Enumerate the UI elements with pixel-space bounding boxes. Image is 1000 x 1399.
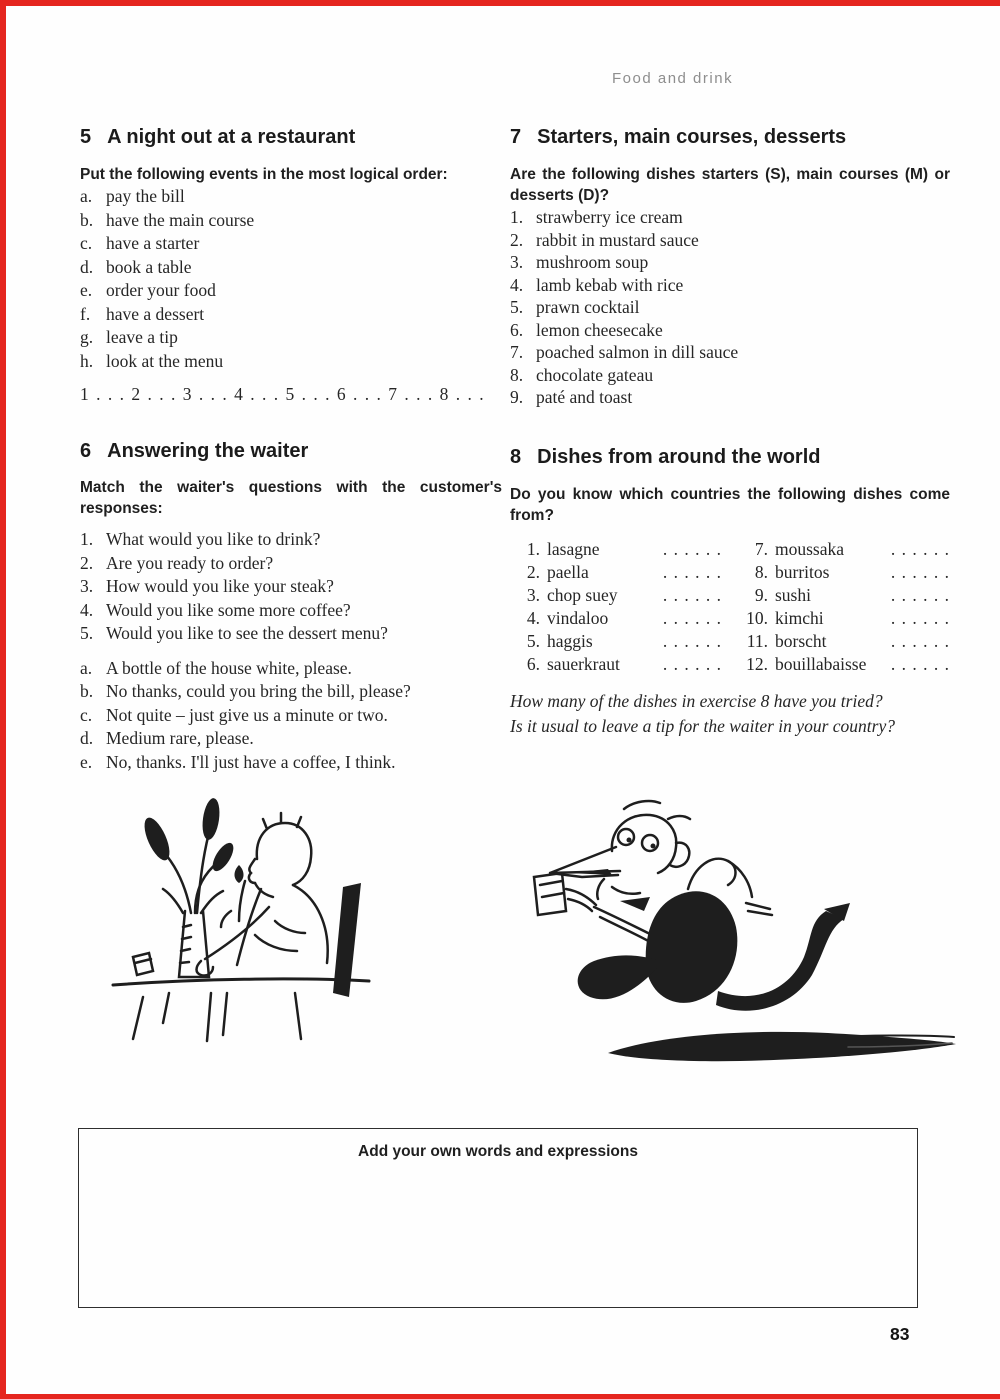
- page-number: 83: [890, 1324, 910, 1344]
- list-item: 1. strawberry ice cream: [510, 207, 683, 227]
- exercise-8-title: Dishes from around the world: [537, 446, 821, 468]
- exercise-6-title: Answering the waiter: [107, 440, 309, 462]
- exercise-8-heading: [510, 446, 950, 469]
- list-item: e. order your food: [80, 280, 216, 300]
- answer-blank: . . . . . .: [662, 585, 722, 605]
- list-item: e. No, thanks. I'll just have a coffee, I think.: [80, 751, 396, 772]
- followup-question-2: Is it usual to leave a tip for the waiter in your country?: [510, 716, 895, 736]
- dish-row: 4. vindaloo . . . . . .: [526, 608, 722, 628]
- exercise-7-instruction: Are the following dishes starters (S), main courses (M) or desserts (D)?: [510, 166, 950, 204]
- list-item: d. book a table: [80, 256, 192, 277]
- list-item: d. Medium rare, please.: [80, 728, 254, 748]
- dish-row: 3. chop suey . . . . . .: [526, 585, 722, 605]
- dish-row: 9. sushi . . . . . .: [754, 585, 950, 605]
- list-item: 3. How would you like your steak?: [80, 576, 334, 596]
- exercise-6-number: 6: [80, 440, 92, 462]
- exercise-7-number: 7: [510, 126, 522, 148]
- dish-column-right: [738, 538, 950, 676]
- running-header: Food and drink: [612, 70, 734, 87]
- dish-row: 5. haggis . . . . . .: [526, 631, 722, 651]
- list-item: 2. Are you ready to order?: [80, 552, 274, 573]
- answer-blank: . . . . . .: [890, 631, 950, 651]
- answer-blank: . . . . . .: [662, 631, 722, 651]
- dish-row: 12. bouillabaisse . . . . . .: [746, 654, 950, 674]
- diner-at-table-illustration: [105, 795, 405, 1065]
- list-item: a. A bottle of the house white, please.: [80, 657, 352, 678]
- exercise-6: [80, 440, 502, 774]
- list-item: c. have a starter: [80, 233, 200, 253]
- exercise-5-instruction: Put the following events in the most logical order:: [80, 166, 448, 183]
- exercise-6-responses: [80, 657, 502, 775]
- exercise-8: [510, 446, 950, 739]
- list-item: b. have the main course: [80, 209, 255, 230]
- answer-blank: . . . . . .: [890, 608, 950, 628]
- exercise-8-instruction: Do you know which countries the following dishes come from?: [510, 486, 950, 524]
- list-item: 5. prawn cocktail: [510, 297, 640, 317]
- dish-row: 10. kimchi . . . . . .: [746, 608, 950, 628]
- own-words-box: [78, 1128, 918, 1308]
- answer-blank: . . . . . .: [662, 654, 722, 674]
- dish-row: 2. paella . . . . . .: [526, 562, 722, 582]
- followup-question-1: How many of the dishes in exercise 8 have you tried?: [510, 691, 883, 711]
- answer-blank: . . . . . .: [890, 562, 950, 582]
- exercise-5-answer-line: 1 . . . 2 . . . 3 . . . 4 . . . 5 . . . 6 . . . 7 . . . 8 . . .: [80, 384, 486, 404]
- exercise-6-instruction: Match the waiter's questions with the customer's responses:: [80, 479, 502, 517]
- exercise-5-heading: [80, 126, 492, 149]
- list-item: 2. rabbit in mustard sauce: [510, 229, 699, 250]
- answer-blank: . . . . . .: [662, 539, 722, 559]
- exercise-8-number: 8: [510, 446, 522, 468]
- exercise-6-heading: [80, 440, 502, 463]
- page-edge-left: [0, 0, 6, 1399]
- dish-row: 8. burritos . . . . . .: [754, 562, 950, 582]
- exercise-7-list: [510, 206, 950, 409]
- list-item: 3. mushroom soup: [510, 252, 649, 272]
- dish-column-left: [510, 538, 722, 676]
- answer-blank: . . . . . .: [890, 539, 950, 559]
- exercise-5-number: 5: [80, 126, 92, 148]
- answer-blank: . . . . . .: [662, 608, 722, 628]
- exercise-7: [510, 126, 950, 409]
- list-item: 4. lamb kebab with rice: [510, 274, 684, 295]
- page-edge-top: [0, 0, 1000, 6]
- list-item: 8. chocolate gateau: [510, 364, 654, 385]
- list-item: h. look at the menu: [80, 350, 224, 371]
- list-item: 1. What would you like to drink?: [80, 529, 321, 549]
- exercise-7-heading: [510, 126, 950, 149]
- exercise-6-questions: [80, 528, 502, 646]
- exercise-5-title: A night out at a restaurant: [107, 126, 356, 148]
- list-item: f. have a dessert: [80, 303, 205, 324]
- list-item: 9. paté and toast: [510, 387, 633, 407]
- own-words-box-title: Add your own words and expressions: [358, 1143, 638, 1160]
- list-item: c. Not quite – just give us a minute or two.: [80, 704, 388, 725]
- list-item: 7. poached salmon in dill sauce: [510, 342, 739, 362]
- answer-blank: . . . . . .: [662, 562, 722, 582]
- dish-row: 11. borscht . . . . . .: [746, 631, 950, 651]
- list-item: 5. Would you like to see the dessert menu?: [80, 623, 388, 643]
- dish-row: 1. lasagne . . . . . .: [526, 539, 722, 559]
- dish-row: 6. sauerkraut . . . . . .: [526, 654, 722, 674]
- list-item: 6. lemon cheesecake: [510, 319, 663, 340]
- page-edge-bottom: [0, 1394, 1000, 1399]
- dish-row: 7. moussaka . . . . . .: [754, 539, 950, 559]
- exercise-5: [80, 126, 492, 405]
- list-item: b. No thanks, could you bring the bill, please?: [80, 681, 411, 701]
- exercise-8-dish-grid: [510, 538, 950, 676]
- exercise-8-followup: [510, 689, 950, 739]
- answer-blank: . . . . . .: [890, 585, 950, 605]
- list-item: 4. Would you like some more coffee?: [80, 599, 351, 620]
- list-item: g. leave a tip: [80, 327, 178, 347]
- list-item: a. pay the bill: [80, 186, 185, 206]
- answer-blank: . . . . . .: [890, 654, 950, 674]
- exercise-5-list: [80, 185, 492, 373]
- man-drinking-illustration: [528, 785, 963, 1080]
- exercise-7-title: Starters, main courses, desserts: [537, 126, 847, 148]
